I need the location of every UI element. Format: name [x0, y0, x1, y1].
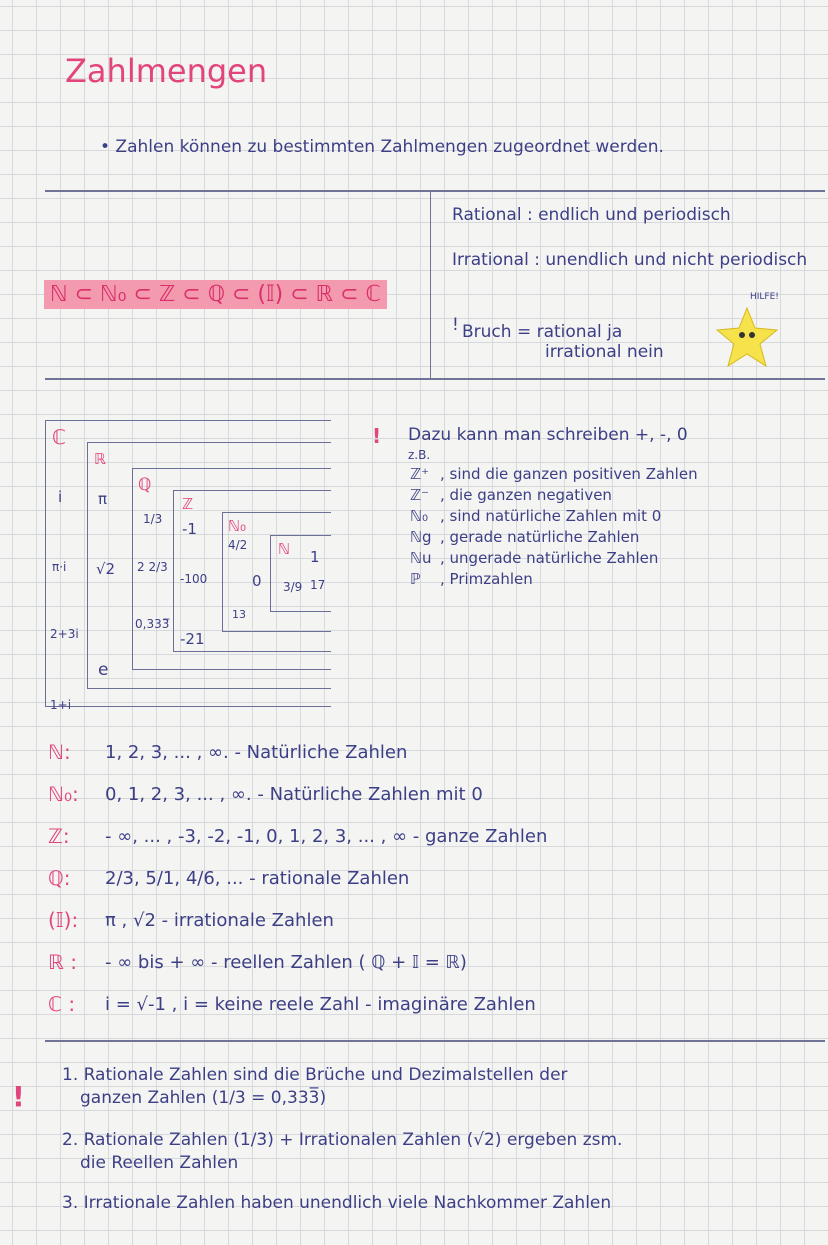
set-element: e — [98, 660, 109, 680]
definition-symbol: ℝ : — [48, 950, 77, 974]
star-sticker-icon — [712, 292, 782, 370]
set-element: π·i — [52, 560, 67, 574]
divider — [45, 378, 825, 380]
set-element: -21 — [180, 630, 205, 648]
notation-text: , gerade natürliche Zahlen — [440, 528, 640, 546]
set-element: -100 — [180, 572, 208, 586]
summary-line: 3. Irrationale Zahlen haben unendlich viele Nachkommer Zahlen — [62, 1193, 612, 1213]
notation-text: , Primzahlen — [440, 570, 533, 588]
set-element: 13 — [232, 608, 246, 621]
set-element: 1+i — [50, 698, 72, 712]
divider — [45, 190, 825, 192]
sticker-text: HILFE! — [750, 292, 779, 302]
summary-line: 2. Rationale Zahlen (1/3) + Irrationalen Zahlen (√2) ergeben zsm. — [62, 1130, 623, 1150]
set-element: -1 — [182, 520, 197, 538]
divider — [430, 190, 431, 380]
set-element: 2 2/3 — [137, 560, 168, 574]
page-title: Zahlmengen — [65, 52, 268, 90]
definition-text: - ∞ bis + ∞ - reellen Zahlen ( ℚ + 𝕀 = ℝ) — [105, 952, 467, 973]
notation-symbol: ℤ⁻ — [410, 486, 430, 504]
notation-text: , die ganzen negativen — [440, 486, 612, 504]
summary-line: die Reellen Zahlen — [80, 1153, 239, 1173]
summary-line: 1. Rationale Zahlen sind die Brüche und Dezimalstellen der — [62, 1065, 568, 1085]
set-element: i — [58, 488, 63, 506]
notation-text: , ungerade natürliche Zahlen — [440, 549, 659, 567]
definition-symbol: (𝕀): — [48, 908, 79, 932]
set-label-n: ℕ — [278, 540, 291, 558]
set-element: π — [98, 490, 108, 508]
set-label-c: ℂ — [52, 425, 66, 449]
summary-line: ganzen Zahlen (1/3 = 0,333̅) — [80, 1088, 327, 1108]
set-element: 0,333̅ — [135, 617, 170, 631]
definition-symbol: ℂ : — [48, 992, 76, 1016]
bruch-mark: ! — [452, 315, 459, 335]
set-label-n0: ℕ₀ — [228, 517, 247, 535]
definition-symbol: ℕ₀: — [48, 782, 79, 806]
notation-symbol: ℤ⁺ — [410, 465, 430, 483]
bruch-note-2: irrational nein — [545, 342, 664, 362]
set-element: 3/9 — [283, 580, 303, 594]
bruch-note: Bruch = rational ja — [462, 322, 623, 342]
set-element: 2+3i — [50, 627, 79, 641]
definition-text: 2/3, 5/1, 4/6, ... - rationale Zahlen — [105, 868, 410, 889]
definition-text: i = √-1 , i = keine reele Zahl - imaginäre Zahlen — [105, 994, 536, 1015]
definition-text: π , √2 - irrationale Zahlen — [105, 910, 334, 931]
definition-symbol: ℕ: — [48, 740, 71, 764]
definition-symbol: ℤ: — [48, 824, 70, 848]
notation-heading: Dazu kann man schreiben +, -, 0 — [408, 425, 688, 445]
set-label-r: ℝ — [94, 450, 106, 468]
definition-text: 1, 2, 3, ... , ∞. - Natürliche Zahlen — [105, 742, 408, 763]
set-label-z: ℤ — [182, 495, 194, 513]
subset-chain: ℕ ⊂ ℕ₀ ⊂ ℤ ⊂ ℚ ⊂ (𝕀) ⊂ ℝ ⊂ ℂ — [44, 280, 387, 309]
notation-symbol: ℕ₀ — [410, 507, 429, 525]
rational-note: Rational : endlich und periodisch — [452, 205, 731, 225]
set-element: √2 — [96, 560, 116, 578]
notation-symbol: ℕu — [410, 549, 432, 567]
set-element: 4/2 — [228, 538, 248, 552]
notation-text: , sind natürliche Zahlen mit 0 — [440, 507, 662, 525]
intro-text: • Zahlen können zu bestimmten Zahlmengen zugeordnet werden. — [100, 137, 664, 157]
definition-symbol: ℚ: — [48, 866, 71, 890]
definition-text: - ∞, ... , -3, -2, -1, 0, 1, 2, 3, ... , ∞ - ganze Zahlen — [105, 826, 548, 847]
set-element: 1 — [310, 548, 320, 566]
notation-text: , sind die ganzen positiven Zahlen — [440, 465, 698, 483]
set-label-q: ℚ — [138, 475, 152, 495]
notation-symbol: ℕg — [410, 528, 432, 546]
set-element: 1/3 — [143, 512, 163, 526]
set-element: 17 — [310, 578, 326, 592]
divider — [45, 1040, 825, 1042]
notation-symbol: ℙ — [410, 570, 421, 588]
exclamation-mark: ! — [372, 424, 382, 448]
irrational-note: Irrational : unendlich und nicht periodisch — [452, 250, 808, 270]
definition-text: 0, 1, 2, 3, ... , ∞. - Natürliche Zahlen mit 0 — [105, 784, 483, 805]
set-element: 0 — [252, 572, 262, 590]
notation-zb: z.B. — [408, 448, 431, 462]
exclamation-mark: ! — [12, 1080, 25, 1113]
